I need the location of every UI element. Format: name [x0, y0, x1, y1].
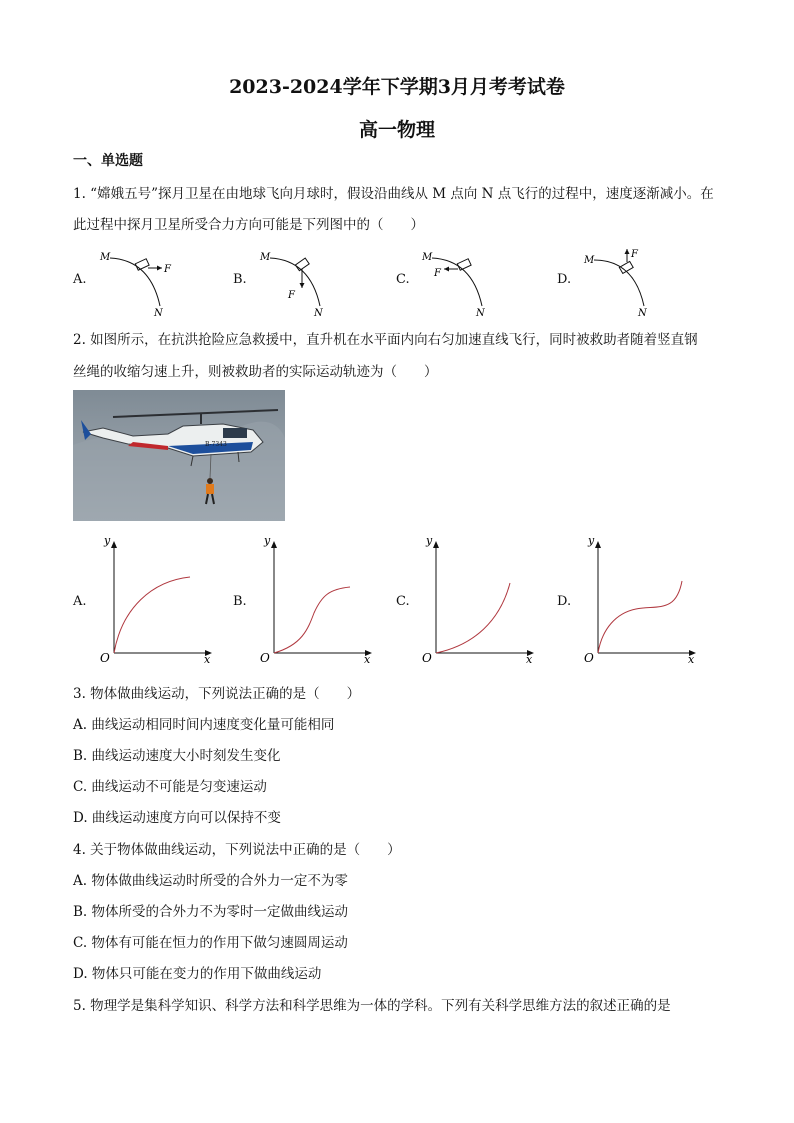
- q2-d-trajectory-curve: [598, 581, 682, 653]
- q2-a-trajectory-curve: [114, 577, 190, 653]
- q1-option-b-label: B.: [233, 272, 247, 287]
- section-heading: 一、单选题: [73, 153, 143, 169]
- q2-option-b-graph: [252, 533, 382, 668]
- q2-option-c-label: C.: [396, 594, 410, 609]
- q4-stem: 4. 关于物体做曲线运动，下列说法中正确的是（ ）: [73, 842, 401, 858]
- q1-c-n-label: N: [476, 308, 485, 316]
- helicopter-rescue-photo: [73, 390, 285, 521]
- q5-stem: 5. 物理学是集科学知识、科学方法和科学思维为一体的学科。下列有关科学思维方法的叙述正确的是: [73, 998, 671, 1014]
- q2-option-b-label: B.: [233, 594, 247, 609]
- q1-b-n-label: N: [314, 308, 323, 316]
- q3-option-d: D. 曲线运动速度方向可以保持不变: [73, 810, 281, 826]
- q1-option-b-figure: [252, 248, 342, 316]
- q2-option-a-graph: [92, 533, 222, 668]
- q2-option-a-label: A.: [73, 594, 87, 609]
- q2-c-origin-label: O: [422, 651, 432, 665]
- q4-option-d: D. 物体只可能在变力的作用下做曲线运动: [73, 966, 322, 982]
- q2-a-x-label: x: [204, 653, 211, 666]
- q1-d-n-label: N: [638, 308, 647, 316]
- q1-stem-line1: 1. “嫦娥五号”探月卫星在由地球飞向月球时，假设沿曲线从 M 点向 N 点飞行的过程中，速度逐渐减小。在: [73, 186, 714, 202]
- exam-subtitle: 高一物理: [358, 119, 435, 141]
- q2-d-origin-label: O: [584, 651, 594, 665]
- q3-option-a: A. 曲线运动相同时间内速度变化量可能相同: [73, 717, 335, 733]
- q1-d-f-label: F: [631, 249, 638, 260]
- q1-c-f-label: F: [434, 268, 441, 279]
- q2-stem-line2: 丝绳的收缩匀速上升，则被救助者的实际运动轨迹为（ ）: [73, 364, 438, 380]
- q2-b-trajectory-curve: [274, 587, 350, 653]
- q1-option-a-label: A.: [73, 272, 87, 287]
- registration-text: B-7343: [205, 441, 227, 448]
- q1-option-a-figure: [92, 248, 182, 316]
- q4-option-b: B. 物体所受的合外力不为零时一定做曲线运动: [73, 904, 349, 920]
- q2-stem-line1: 2. 如图所示，在抗洪抢险应急救援中，直升机在水平面内向右匀加速直线飞行，同时被救助者随着竖直钢: [73, 332, 698, 348]
- q1-a-m-label: M: [100, 252, 111, 263]
- q4-option-c: C. 物体有可能在恒力的作用下做匀速圆周运动: [73, 935, 348, 951]
- q4-option-a: A. 物体做曲线运动时所受的合外力一定不为零: [73, 873, 348, 889]
- q2-a-origin-label: O: [100, 651, 110, 665]
- q1-option-d-figure: [576, 248, 666, 316]
- q2-option-d-graph: [576, 533, 706, 668]
- exam-title: 2023-2024学年下学期3月月考考试卷: [229, 76, 565, 98]
- q2-d-x-label: x: [688, 653, 695, 666]
- q1-b-m-label: M: [260, 252, 271, 263]
- q2-b-origin-label: O: [260, 651, 270, 665]
- q3-option-b: B. 曲线运动速度大小时刻发生变化: [73, 748, 281, 764]
- q1-option-d-label: D.: [557, 272, 572, 287]
- q1-a-n-label: N: [154, 308, 163, 316]
- q2-c-y-label: y: [426, 534, 433, 547]
- q2-d-y-label: y: [588, 534, 595, 547]
- q3-stem: 3. 物体做曲线运动，下列说法正确的是（ ）: [73, 686, 361, 702]
- q1-stem-line2: 此过程中探月卫星所受合力方向可能是下列图中的（ ）: [73, 217, 424, 233]
- q1-option-c-label: C.: [396, 272, 410, 287]
- q1-d-m-label: M: [584, 255, 595, 266]
- q1-option-c-figure: [414, 248, 504, 316]
- q2-b-y-label: y: [264, 534, 271, 547]
- q2-b-x-label: x: [364, 653, 371, 666]
- q2-option-c-graph: [414, 533, 544, 668]
- q1-a-f-label: F: [164, 264, 171, 275]
- q3-option-c: C. 曲线运动不可能是匀变速运动: [73, 779, 267, 795]
- q2-option-d-label: D.: [557, 594, 572, 609]
- q2-c-x-label: x: [526, 653, 533, 666]
- q1-c-m-label: M: [422, 252, 433, 263]
- q2-c-trajectory-curve: [436, 583, 510, 653]
- q2-a-y-label: y: [104, 534, 111, 547]
- q1-b-f-label: F: [288, 290, 295, 301]
